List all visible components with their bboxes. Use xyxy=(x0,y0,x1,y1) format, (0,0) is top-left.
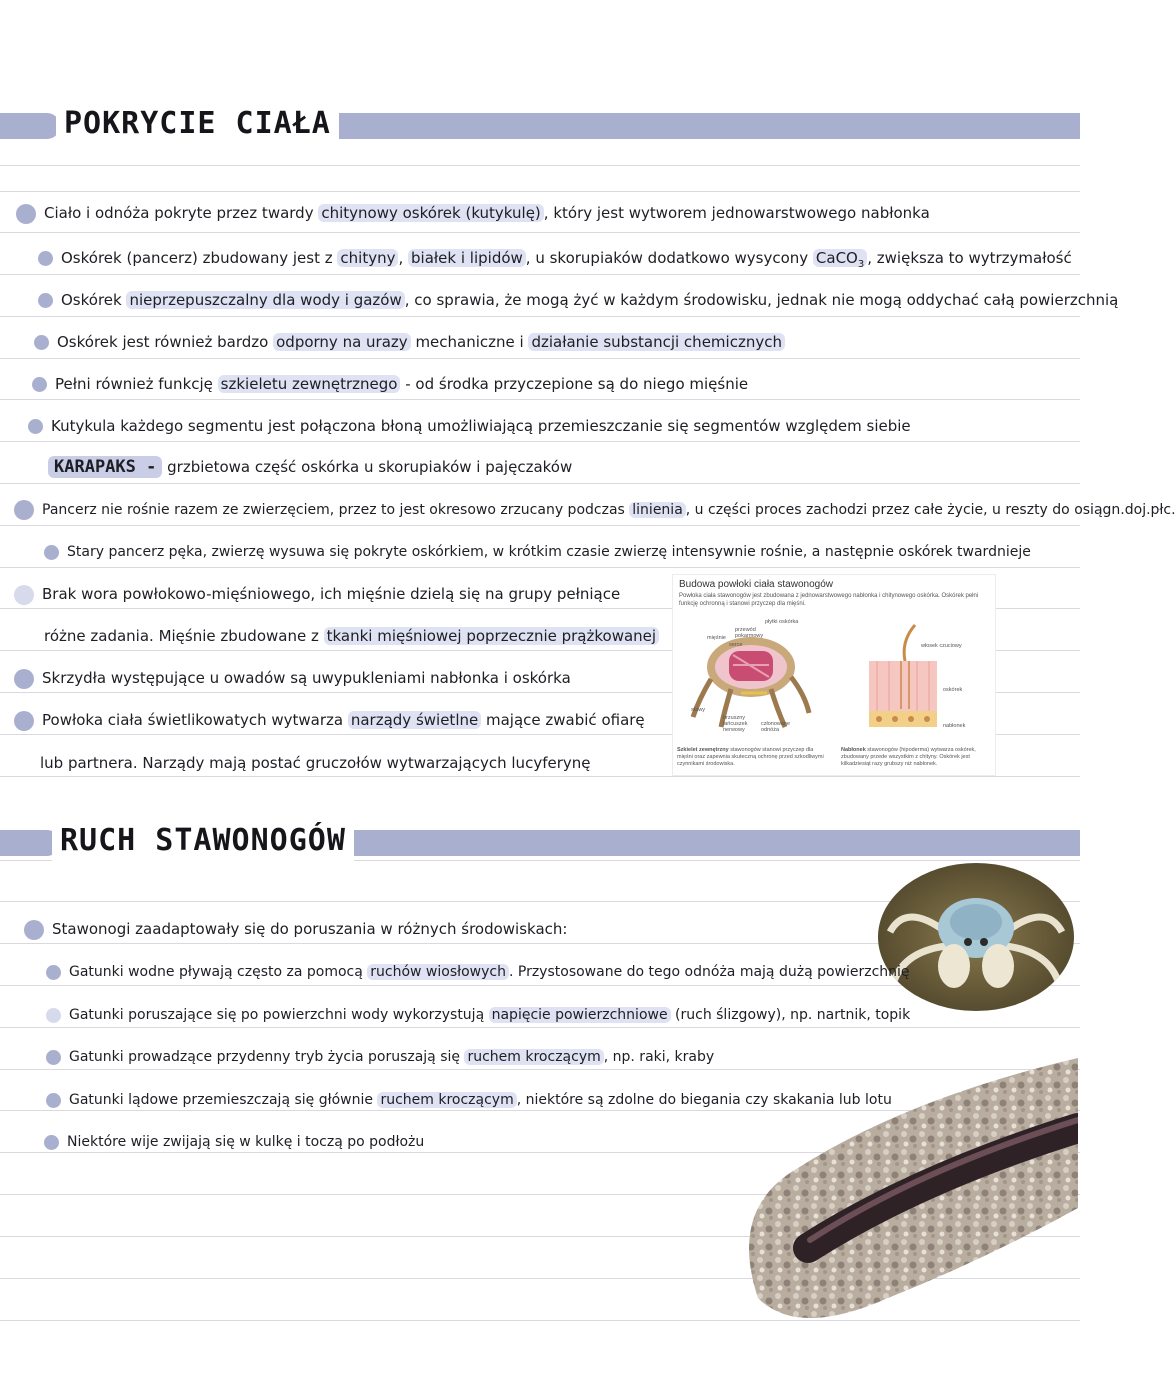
note-line: Powłoka ciała świetlikowatych wytwarza narządy świetlne mające zwabić ofiarę xyxy=(14,709,645,731)
label-czlonowane: członowane odnóża xyxy=(761,721,791,733)
bullet-icon xyxy=(38,293,53,308)
crab-photo xyxy=(876,862,1076,1012)
bullet-icon xyxy=(24,920,44,940)
section-title: RUCH STAWONOGÓW xyxy=(52,821,354,861)
note-line: Ciało i odnóża pokryte przez twardy chitynowy oskórek (kutykulę) , który jest wytworem jednowarstwowego nabłonka xyxy=(16,202,930,224)
note-line: Gatunki wodne pływają często za pomocą ruchów wiosłowych . Przystosowane do tego odnóża mają dużą powierzchnię xyxy=(46,961,910,983)
label-miesnie: mięśnie xyxy=(707,635,726,641)
note-line: Oskórek (pancerz) zbudowany jest z chityny , białek i lipidów , u skorupiaków dodatkowo wysycony CaCO$_3$ , zwiększa to wytrzymałość xyxy=(38,247,1072,276)
note-line: Gatunki poruszające się po powierzchni wody wykorzystują napięcie powierzchniowe (ruch ślizgowy), np. nartnik, topik xyxy=(46,1004,910,1026)
arthropod-integument-figure xyxy=(672,574,996,776)
karapaks-label: KARAPAKS - xyxy=(48,456,162,478)
note-line: Gatunki lądowe przemieszczają się głównie ruchem kroczącym , niektóre są zdolne do biegania czy skakania lub lotu xyxy=(46,1089,892,1111)
bullet-icon xyxy=(16,204,36,224)
label-plytki: płytki oskórka xyxy=(765,619,799,625)
section-title: POKRYCIE CIAŁA xyxy=(56,104,339,144)
bullet-icon xyxy=(46,1050,61,1065)
bullet-icon xyxy=(28,419,43,434)
bullet-icon xyxy=(14,711,34,731)
bullet-icon xyxy=(46,965,61,980)
bullet-icon xyxy=(44,1135,59,1150)
note-line: Pancerz nie rośnie razem ze zwierzęciem, przez to jest okresowo zrzucany podczas linienia , u części proces zachodzi przez całe życie, u reszty do osiągn.doj.płc. xyxy=(14,499,1176,521)
note-line: lub partnera. Narządy mają postać gruczołów wytwarzających lucyferynę xyxy=(40,754,591,772)
figure-caption-left: Szkielet zewnętrzny stawonogów stanowi przyczep dla mięśni oraz zapewnia skuteczną ochronę przed szkodliwymi czynnikami środowiska. xyxy=(677,747,824,767)
note-line: Stary pancerz pęka, zwierzę wysuwa się pokryte oskórkiem, w krótkim czasie zwierzę intensywnie rośnie, a następnie oskórek twardnieje xyxy=(44,541,1031,563)
note-line: KARAPAKS - grzbietowa część oskórka u skorupiaków i pajęczaków xyxy=(48,456,572,478)
bullet-icon xyxy=(44,545,59,560)
figure-title: Budowa powłoki ciała stawonogów xyxy=(679,579,833,590)
note-line: Skrzydła występujące u owadów są uwypukleniami nabłonka i oskórka xyxy=(14,667,571,689)
label-brzuszny: brzuszny łańcuszek nerwowy xyxy=(723,715,748,733)
note-line: Kutykula każdego segmentu jest połączona błoną umożliwiającą przemieszczanie się segmentów względem siebie xyxy=(28,415,911,437)
header-bar-right xyxy=(298,113,1080,139)
figure-description: Powłoka ciała stawonogów jest zbudowana z jednowarstwowego nabłonka i chitynowego oskórka. Oskórek pełni funkcję ochronną i stanowi przyczep dla mięśni. xyxy=(679,593,979,607)
bullet-icon xyxy=(46,1008,61,1023)
note-line: Oskórek nieprzepuszczalny dla wody i gazów , co sprawia, że mogą żyć w każdym środowisku, jednak nie mogą oddychać całą powierzchnią xyxy=(38,289,1118,311)
label-nablonek: nabłonek xyxy=(943,723,966,729)
label-serce: serce xyxy=(729,642,743,648)
section-header-pokrycie xyxy=(0,104,1080,144)
bullet-icon xyxy=(38,251,53,266)
label-wlosek: włosek czuciowy xyxy=(921,643,962,649)
note-line: Gatunki prowadzące przydenny tryb życia poruszają się ruchem kroczącym , np. raki, kraby xyxy=(46,1046,714,1068)
bullet-icon xyxy=(14,669,34,689)
note-line: Pełni również funkcję szkieletu zewnętrznego - od środka przyczepione są do niego mięśnie xyxy=(32,373,748,395)
section-header-ruch xyxy=(0,821,1080,861)
bullet-icon xyxy=(14,500,34,520)
header-bar-left xyxy=(0,113,60,139)
header-bar-left xyxy=(0,830,60,856)
label-oskorek: oskórek xyxy=(943,687,963,693)
bullet-icon xyxy=(32,377,47,392)
note-line: różne zadania. Mięśnie zbudowane z tkanki mięśniowej poprzecznie prążkowanej xyxy=(44,625,659,647)
figure-caption-right: Nabłonek stawonogów (hipoderma) wytwarza oskórek, zbudowany przede wszystkim z chityny. Oskórek jest kilkadziesiąt razy grubszy niż nabłonek. xyxy=(841,747,976,767)
note-line: Stawonogi zaadaptowały się do poruszania w różnych środowiskach: xyxy=(24,918,567,940)
header-bar-right xyxy=(336,830,1080,856)
note-line: Oskórek jest również bardzo odporny na urazy mechaniczne i działanie substancji chemicznych xyxy=(34,331,785,353)
bullet-icon xyxy=(14,585,34,605)
bullet-icon xyxy=(34,335,49,350)
note-line: Brak wora powłokowo-mięśniowego, ich mięśnie dzielą się na grupy pełniące xyxy=(14,583,620,605)
millipede-photo xyxy=(738,1058,1078,1318)
bullet-icon xyxy=(46,1093,61,1108)
label-stawy: stawy xyxy=(691,707,706,713)
label-przewod: przewód pokarmowy xyxy=(735,627,764,639)
note-line: Niektóre wije zwijają się w kulkę i toczą po podłożu xyxy=(44,1131,424,1153)
epidermis-illustration xyxy=(865,621,945,731)
